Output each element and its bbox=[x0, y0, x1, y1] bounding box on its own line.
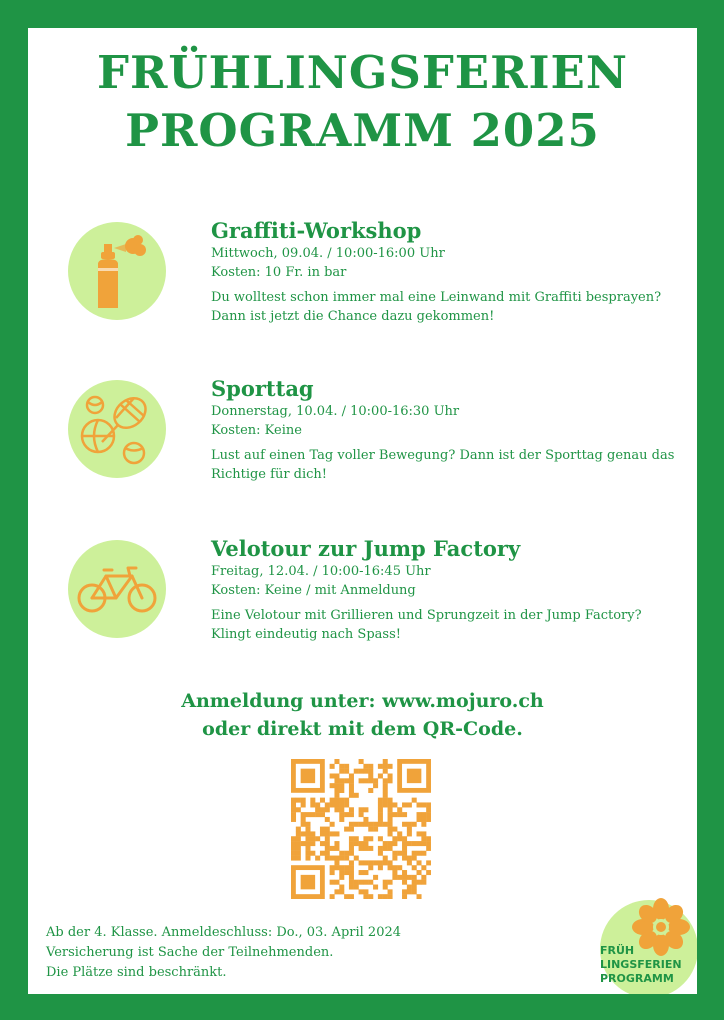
event-icon-circle bbox=[68, 540, 166, 638]
event-title: Velotour zur Jump Factory bbox=[211, 536, 521, 561]
sports-equipment-icon bbox=[68, 380, 166, 478]
event-velotour bbox=[28, 536, 697, 650]
event-date: Mittwoch, 09.04. / 10:00-16:00 Uhr bbox=[211, 246, 445, 261]
event-title: Graffiti-Workshop bbox=[211, 218, 422, 243]
spray-can-icon bbox=[68, 222, 166, 320]
poster bbox=[28, 28, 697, 994]
event-graffiti bbox=[28, 218, 697, 332]
event-cost: Kosten: Keine / mit Anmeldung bbox=[211, 583, 416, 598]
event-title: Sporttag bbox=[211, 376, 314, 401]
footer-line: Die Plätze sind beschränkt. bbox=[46, 965, 227, 980]
badge-label bbox=[600, 944, 682, 986]
poster-title bbox=[28, 44, 697, 160]
event-icon-circle bbox=[68, 222, 166, 320]
program-badge bbox=[600, 900, 697, 994]
event-sporttag bbox=[28, 376, 697, 490]
event-description: Eine Velotour mit Grillieren und Sprungzeit in der Jump Factory? Klingt eindeutig nach Spass! bbox=[211, 608, 642, 642]
title-line-1: FRÜHLINGSFERIEN bbox=[97, 46, 628, 99]
registration-url[interactable]: Anmeldung unter: www.mojuro.ch bbox=[181, 690, 544, 712]
bicycle-icon bbox=[68, 540, 166, 638]
badge-line: PROGRAMM bbox=[600, 972, 674, 985]
event-details bbox=[211, 376, 681, 484]
footer-line: Ab der 4. Klasse. Anmeldeschluss: Do., 03. April 2024 bbox=[46, 925, 402, 940]
title-line-2: PROGRAMM 2025 bbox=[125, 104, 600, 157]
badge-line: LINGSFERIEN bbox=[600, 958, 682, 971]
qr-code[interactable] bbox=[291, 759, 431, 899]
event-description: Du wolltest schon immer mal eine Leinwand mit Graffiti besprayen? Dann ist jetzt die Chance dazu gekommen! bbox=[211, 290, 662, 324]
registration-info bbox=[28, 687, 697, 743]
event-date: Freitag, 12.04. / 10:00-16:45 Uhr bbox=[211, 564, 431, 579]
footer-line: Versicherung ist Sache der Teilnehmenden. bbox=[46, 945, 334, 960]
registration-qr-hint: oder direkt mit dem QR-Code. bbox=[202, 718, 523, 740]
footer-notes bbox=[46, 923, 401, 983]
event-icon-circle bbox=[68, 380, 166, 478]
event-description: Lust auf einen Tag voller Bewegung? Dann ist der Sporttag genau das Richtige für dich! bbox=[211, 448, 675, 482]
event-details bbox=[211, 536, 681, 644]
event-date: Donnerstag, 10.04. / 10:00-16:30 Uhr bbox=[211, 404, 460, 419]
event-details bbox=[211, 218, 681, 326]
event-cost: Kosten: 10 Fr. in bar bbox=[211, 265, 347, 280]
event-cost: Kosten: Keine bbox=[211, 423, 302, 438]
badge-line: FRÜH bbox=[600, 944, 635, 957]
